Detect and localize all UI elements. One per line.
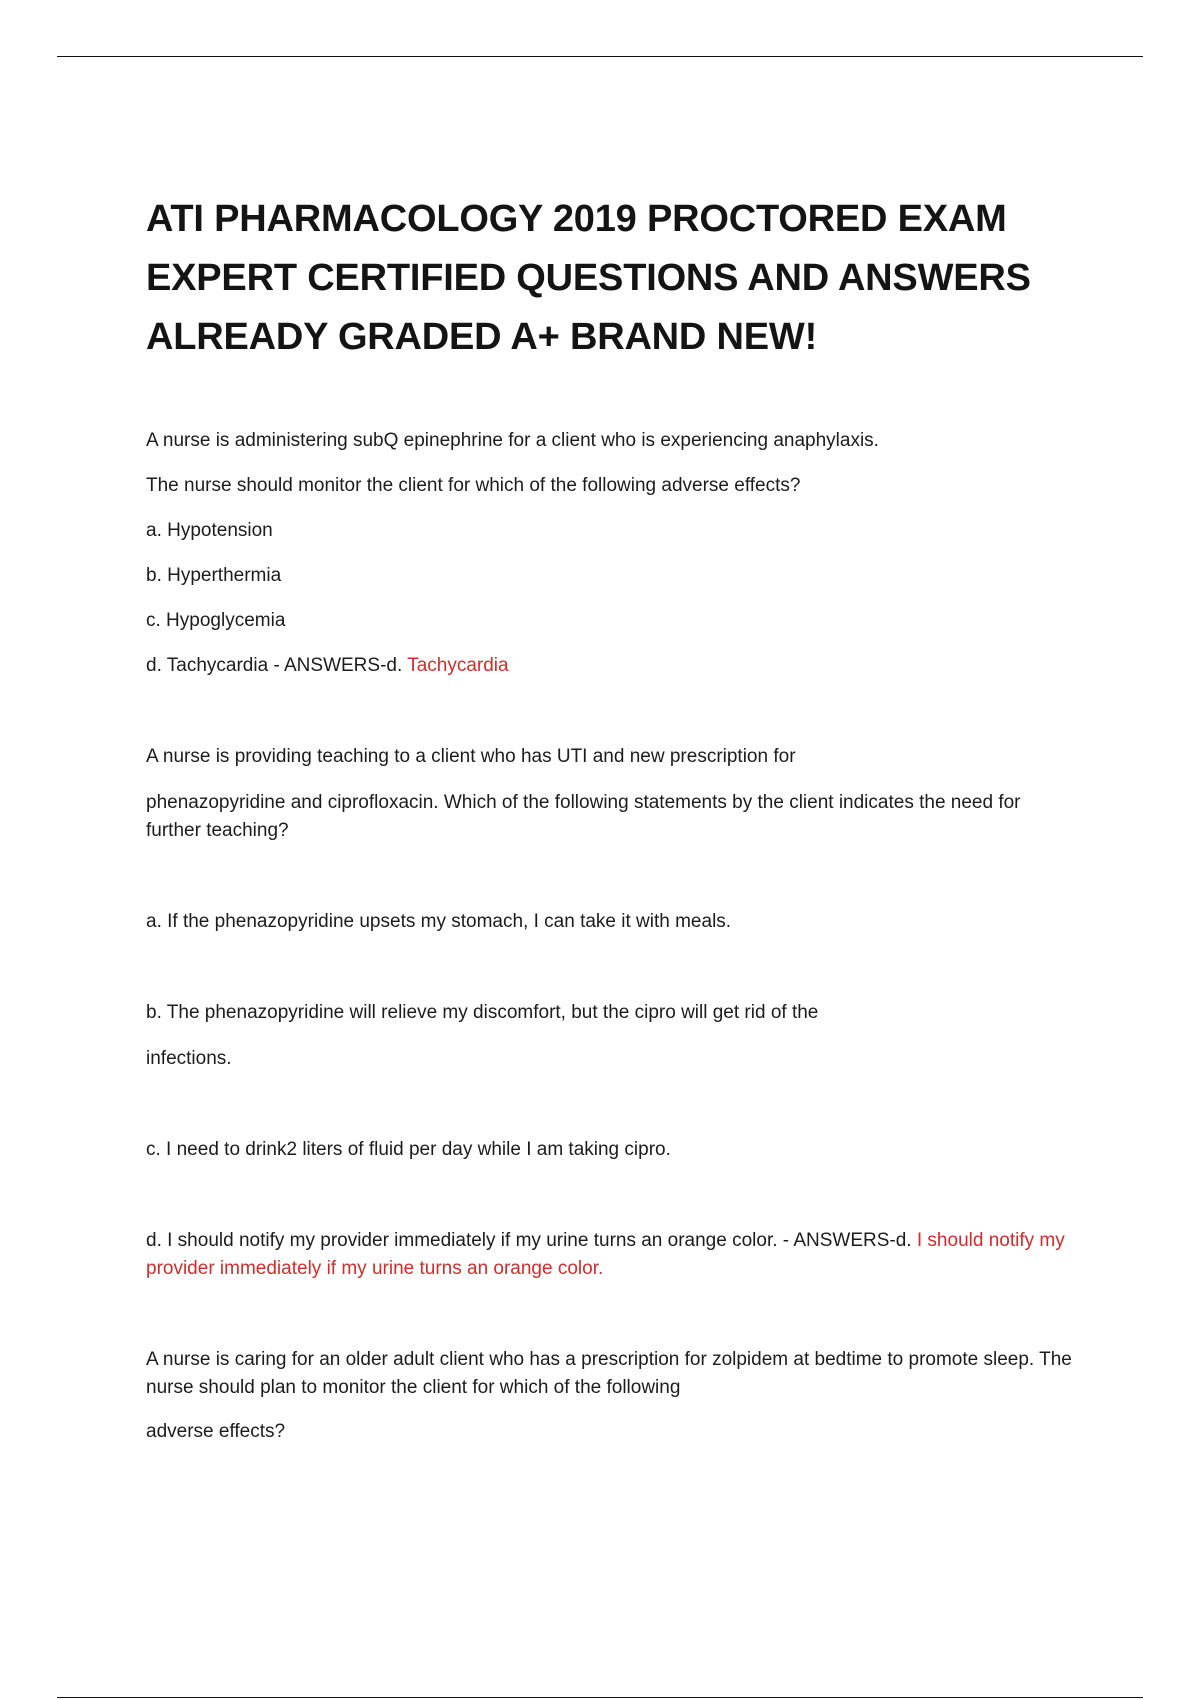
document-body [146,190,1076,1446]
bottom-rule [57,1697,1143,1698]
option-b: b. The phenazopyridine will relieve my discomfort, but the cipro will get rid of the [146,1002,819,1023]
option-a: a. Hypotension [146,520,273,541]
question-stem: The nurse should monitor the client for which of the following adverse effects? [146,475,801,496]
question-stem: adverse effects? [146,1421,286,1442]
question-stem: A nurse is caring for an older adult client who has a prescription for zolpidem at bedtime to promote sleep. The nurse should plan to monitor the client for which of the following [146,1349,1072,1398]
option-d-text: d. Tachycardia - ANSWERS-d. [146,655,408,676]
correct-answer: I should notify my provider immediately if my urine turns an orange color. [146,1230,1065,1279]
title-line: ALREADY GRADED A+ BRAND NEW! [146,316,818,358]
option-b-continued: infections. [146,1048,232,1069]
title-line: ATI PHARMACOLOGY 2019 PROCTORED EXAM [146,198,1007,240]
option-d [146,652,1076,680]
option-c: c. I need to drink2 liters of fluid per day while I am taking cipro. [146,1139,671,1160]
question-stem: phenazopyridine and ciprofloxacin. Which of the following statements by the client indicates the need for further teaching? [146,792,1021,841]
option-c: c. Hypoglycemia [146,610,286,631]
question-stem: A nurse is administering subQ epinephrine for a client who is experiencing anaphylaxis. [146,430,879,451]
question-stem: A nurse is providing teaching to a client who has UTI and new prescription for [146,746,796,767]
correct-answer: Tachycardia [407,655,509,676]
option-a: a. If the phenazopyridine upsets my stomach, I can take it with meals. [146,911,732,932]
option-b: b. Hyperthermia [146,565,282,586]
option-d [146,1227,1076,1283]
question-3 [146,1346,1076,1446]
document-title [146,190,1076,367]
question-1 [146,427,1076,680]
title-line: EXPERT CERTIFIED QUESTIONS AND ANSWERS [146,257,1031,299]
option-d-text: d. I should notify my provider immediately if my urine turns an orange color. - ANSWERS-d. [146,1230,917,1251]
question-2 [146,743,1076,1283]
top-rule [57,56,1143,57]
